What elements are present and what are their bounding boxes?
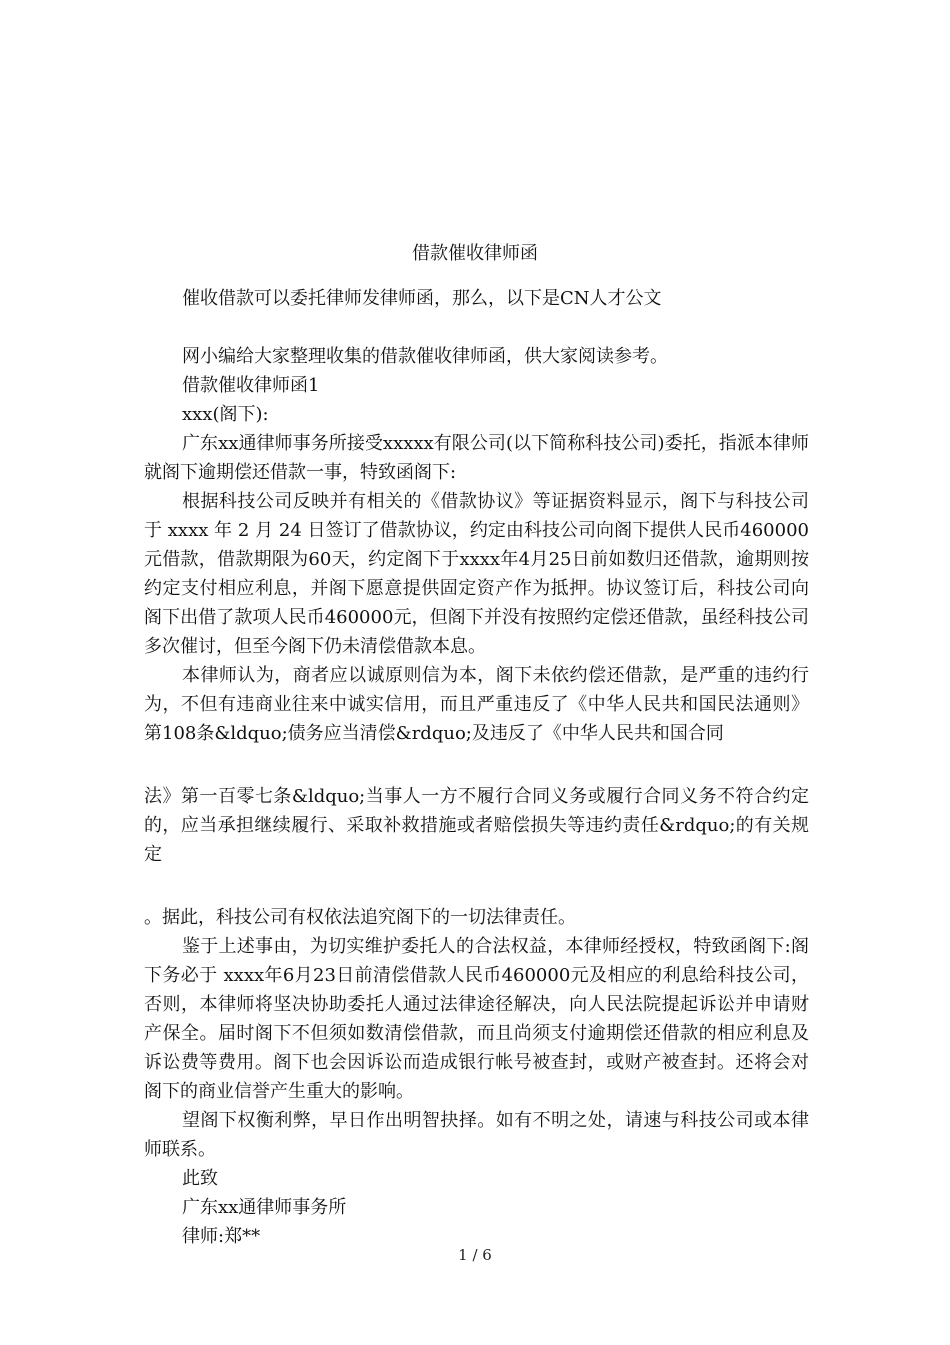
- signature-lawyer: 律师:郑**: [182, 1226, 261, 1247]
- signature-firm: 广东xx通律师事务所: [182, 1197, 347, 1218]
- salutation: xxx(阁下):: [182, 404, 269, 425]
- facts-paragraph: 根据科技公司反映并有相关的《借款协议》等证据资料显示，阁下与科技公司于 xxxx 年 2 月 24 日签订了借款协议，约定由科技公司向阁下提供人民币460000元借款，借款期限为60天，约定阁下于xxxx年4月25日前如数归还借款，逾期则按约定支付相应利息，并阁下愿意提供固定资产作为抵押。协议签订后，科技公司向阁下出借了款项人民币460000元，但阁下并没有按照约定偿还借款，虽经科技公司多次催讨，但至今阁下仍未清偿借款本息。: [144, 491, 809, 657]
- closing-phrase: 此致: [182, 1168, 218, 1189]
- liability-paragraph: 。据此，科技公司有权依法追究阁下的一切法律责任。: [144, 907, 576, 928]
- document-body: [144, 284, 809, 1251]
- document-title: 借款催收律师函: [412, 243, 538, 264]
- page-number: 1 / 6: [458, 1246, 492, 1264]
- section-heading: 借款催收律师函1: [182, 375, 320, 396]
- intro-paragraph: 催收借款可以委托律师发律师函，那么，以下是CN人才公文: [182, 288, 662, 309]
- commission-paragraph: 广东xx通律师事务所接受xxxxx有限公司(以下简称科技公司)委托，指派本律师就阁下逾期偿还借款一事，特致函阁下:: [144, 433, 809, 483]
- closing-advice-paragraph: 望阁下权衡利弊，早日作出明智抉择。如有不明之处，请速与科技公司或本律师联系。: [144, 1110, 809, 1160]
- demand-paragraph: 鉴于上述事由，为切实维护委托人的合法权益，本律师经授权，特致函阁下:阁下务必于 xxxx年6月23日前清偿借款人民币460000元及相应的利息给科技公司，否则，本律师将坚决协助委托人通过法律途径解决，向人民法院提起诉讼并申请财产保全。届时阁下不但须如数清偿借款，而且尚须支付逾期偿还借款的相应利息及诉讼费等费用。阁下也会因诉讼而造成银行帐号被查封，或财产被查封。还将会对阁下的商业信誉产生重大的影响。: [144, 936, 809, 1102]
- opinion-paragraph: 本律师认为，商者应以诚原则信为本，阁下未依约偿还借款，是严重的违约行为，不但有违商业往来中诚实信用，而且严重违反了《中华人民共和国民法通则》第108条&ldquo;债务应当清偿&rdquo;及违反了《中华人民共和国合同: [144, 665, 809, 744]
- legal-basis-paragraph: 法》第一百零七条&ldquo;当事人一方不履行合同义务或履行合同义务不符合约定的，应当承担继续履行、采取补救措施或者赔偿损失等违约责任&rdquo;的有关规定: [144, 786, 809, 865]
- intro-paragraph-continued: 网小编给大家整理收集的借款催收律师函，供大家阅读参考。: [182, 346, 668, 367]
